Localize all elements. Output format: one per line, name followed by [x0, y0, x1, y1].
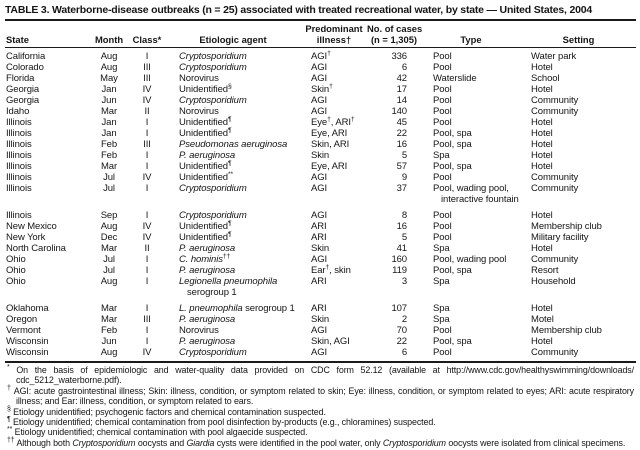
- cell-class: I: [145, 127, 149, 139]
- cell-month: Mar: [100, 302, 118, 314]
- cell-type: Pool: [433, 50, 452, 62]
- cell-month: Sep: [100, 209, 118, 221]
- cell-setting: Community: [531, 94, 579, 106]
- footnote: ** Etiology unidentified; chemical contamination with pool algaecide suspected.: [7, 426, 308, 438]
- cell-cases: 45: [396, 116, 407, 128]
- cell-type: Pool: [433, 61, 452, 73]
- cell-setting: Resort: [531, 264, 559, 276]
- table-row: [5, 265, 636, 276]
- cell-state: Illinois: [6, 171, 32, 183]
- cell-type: Spa: [433, 313, 450, 325]
- cell-illness: Skin: [311, 149, 330, 161]
- cell-class: III: [143, 72, 151, 84]
- table-row: [5, 325, 636, 336]
- cell-agent: Norovirus: [179, 105, 219, 117]
- cell-illness: AGI: [311, 324, 328, 336]
- cell-cases: 160: [391, 253, 407, 265]
- cell-illness: AGI: [311, 171, 328, 183]
- cell-agent: Norovirus: [179, 324, 219, 336]
- cell-state: Colorado: [6, 61, 44, 73]
- cell-agent: Unidentified§: [179, 82, 232, 95]
- cell-setting: Membership club: [531, 220, 602, 232]
- table-row: [5, 117, 636, 128]
- header-spacer: [5, 21, 301, 35]
- cell-agent: Cryptosporidium: [179, 182, 247, 194]
- cell-class: IV: [142, 346, 152, 358]
- cell-setting: Hotel: [531, 242, 553, 254]
- table-row: [5, 183, 636, 205]
- cell-illness: Skin, ARI: [311, 138, 350, 150]
- table-row: [5, 276, 636, 298]
- cell-agent: P. aeruginosa: [179, 313, 236, 325]
- cell-class: I: [145, 116, 149, 128]
- cell-type: Spa: [433, 149, 450, 161]
- cell-agent: C. hominis††: [179, 252, 231, 265]
- cell-type: Spa: [433, 302, 450, 314]
- cell-class: I: [145, 302, 149, 314]
- cell-class: IV: [142, 171, 152, 183]
- footnote: * On the basis of epidemiologic and water-quality data provided on CDC form 52.12 (available at http://www.cdc.gov/healthyswimming/downloads/cdc_5212_waterborne.pdf).: [7, 364, 634, 386]
- cell-state: Wisconsin: [6, 346, 49, 358]
- cell-cases: 140: [391, 105, 407, 117]
- cell-setting: Motel: [531, 313, 554, 325]
- cell-cases: 37: [396, 182, 407, 194]
- header-class: Class*: [129, 35, 165, 48]
- cell-setting: Hotel: [531, 138, 553, 150]
- cell-cases: 14: [396, 94, 407, 106]
- cell-class: III: [143, 313, 151, 325]
- cell-state: Illinois: [6, 149, 32, 161]
- header-row-bottom: [5, 35, 636, 48]
- cell-type: Pool, wading pool, interactive fountain: [433, 182, 519, 205]
- cell-type: Pool: [433, 94, 452, 106]
- cell-setting: Water park: [531, 50, 577, 62]
- cell-agent: Legionella pneumophila serogroup 1: [179, 275, 278, 298]
- cell-state: Oregon: [6, 313, 38, 325]
- header-illness-line2: illness†: [301, 35, 367, 48]
- table-row: [5, 95, 636, 106]
- cell-type: Pool: [433, 83, 452, 95]
- cell-class: II: [144, 105, 150, 117]
- cell-cases: 42: [396, 72, 407, 84]
- cell-class: IV: [142, 83, 152, 95]
- table-row: [5, 73, 636, 84]
- cell-state: Ohio: [6, 264, 26, 276]
- cell-setting: Community: [531, 105, 579, 117]
- cell-setting: Community: [531, 346, 579, 358]
- table-row: [5, 347, 636, 358]
- cell-setting: Hotel: [531, 83, 553, 95]
- cell-state: Illinois: [6, 138, 32, 150]
- cell-illness: ARI: [311, 220, 327, 232]
- cell-setting: Community: [531, 253, 579, 265]
- header-spacer: [421, 21, 636, 35]
- cell-class: IV: [142, 231, 152, 243]
- cell-agent: P. aeruginosa: [179, 149, 236, 161]
- cell-state: Ohio: [6, 253, 26, 265]
- cell-type: Pool: [433, 116, 452, 128]
- table-row: [5, 150, 636, 161]
- cell-state: Wisconsin: [6, 335, 49, 347]
- header-cases-line1: No. of cases: [367, 23, 423, 34]
- header-agent: Etiologic agent: [165, 35, 301, 48]
- cell-agent: Norovirus: [179, 72, 219, 84]
- cell-cases: 2: [401, 313, 407, 325]
- cell-setting: Community: [531, 182, 579, 194]
- outbreaks-table: [5, 21, 636, 358]
- cell-setting: Hotel: [531, 160, 553, 172]
- cell-illness: Skin, AGI: [311, 335, 350, 347]
- footnote: †† Although both Cryptosporidium oocysts and Giardia cysts were identified in the pool water, only Cryptosporidium oocysts were isolated from clinical specimens.: [7, 436, 626, 448]
- cell-state: Illinois: [6, 116, 32, 128]
- cell-class: I: [145, 253, 149, 265]
- cell-illness: Eye, ARI: [311, 160, 348, 172]
- cell-illness: AGI: [311, 61, 328, 73]
- cell-month: Aug: [100, 275, 118, 287]
- cell-state: Georgia: [6, 94, 40, 106]
- cell-illness: AGI: [311, 94, 328, 106]
- cell-state: Illinois: [6, 160, 32, 172]
- cell-month: Jul: [103, 182, 115, 194]
- cell-illness: Skin: [311, 242, 330, 254]
- cell-state: Idaho: [6, 105, 30, 117]
- header-month: Month: [89, 35, 129, 48]
- cell-cases: 5: [401, 231, 407, 243]
- cell-class: I: [145, 275, 149, 287]
- cell-type: Pool: [433, 231, 452, 243]
- cell-type: Pool, spa: [433, 138, 472, 150]
- table-row: [5, 172, 636, 183]
- table-row: [5, 298, 636, 314]
- cell-class: IV: [142, 220, 152, 232]
- cell-agent: Cryptosporidium: [179, 50, 247, 62]
- cell-month: Jan: [101, 83, 117, 95]
- cell-state: New Mexico: [6, 220, 57, 232]
- header-cases-line2: (n = 1,305): [367, 35, 421, 48]
- cell-month: May: [100, 72, 118, 84]
- table-row: [5, 106, 636, 117]
- cell-month: Mar: [100, 160, 118, 172]
- cell-month: Jan: [101, 127, 117, 139]
- cell-state: Vermont: [6, 324, 41, 336]
- cell-class: III: [143, 61, 151, 73]
- cell-setting: Membership club: [531, 324, 602, 336]
- cell-cases: 6: [401, 346, 407, 358]
- table-header: [5, 21, 636, 48]
- cell-state: Ohio: [6, 275, 26, 287]
- cell-cases: 57: [396, 160, 407, 172]
- cell-cases: 6: [401, 61, 407, 73]
- cell-illness: ARI: [311, 275, 327, 287]
- table-row: [5, 205, 636, 221]
- table-row: [5, 161, 636, 172]
- cell-agent: L. pneumophila serogroup 1: [179, 302, 295, 314]
- cell-agent: Cryptosporidium: [179, 346, 247, 358]
- cell-month: Mar: [100, 242, 118, 254]
- header-illness-line1: Predominant: [305, 23, 363, 34]
- footnotes: [5, 363, 636, 449]
- table-row: [5, 314, 636, 325]
- cell-cases: 22: [396, 335, 407, 347]
- header-row-top: [5, 21, 636, 35]
- cell-state: New York: [6, 231, 46, 243]
- cell-month: Mar: [100, 105, 118, 117]
- cell-cases: 17: [396, 83, 407, 95]
- cell-setting: Hotel: [531, 335, 553, 347]
- cell-class: III: [143, 138, 151, 150]
- cell-month: Jul: [103, 264, 115, 276]
- cell-agent: Cryptosporidium: [179, 209, 247, 221]
- cell-cases: 16: [396, 138, 407, 150]
- cell-illness: AGI: [311, 72, 328, 84]
- cell-month: Mar: [100, 313, 118, 325]
- cell-state: California: [6, 50, 46, 62]
- header-state: State: [5, 35, 89, 48]
- cell-type: Pool: [433, 171, 452, 183]
- cell-illness: Skin: [311, 313, 330, 325]
- cell-type: Spa: [433, 275, 450, 287]
- cell-class: I: [145, 160, 149, 172]
- cell-type: Pool: [433, 209, 452, 221]
- cell-setting: School: [531, 72, 560, 84]
- cell-cases: 8: [401, 209, 407, 221]
- cell-type: Waterslide: [433, 72, 477, 84]
- cell-month: Feb: [100, 138, 118, 150]
- cell-month: Feb: [100, 149, 118, 161]
- table-row: [5, 221, 636, 232]
- cell-type: Spa: [433, 242, 450, 254]
- cell-illness: ARI: [311, 231, 327, 243]
- table-row: [5, 128, 636, 139]
- cell-illness: AGI†: [311, 49, 331, 62]
- cell-illness: AGI: [311, 105, 328, 117]
- header-type: Type: [421, 35, 521, 48]
- cell-agent: Unidentified¶: [179, 159, 232, 172]
- cell-state: Georgia: [6, 83, 40, 95]
- cell-agent: Pseudomonas aeruginosa: [179, 138, 288, 150]
- cell-setting: Household: [531, 275, 576, 287]
- cell-setting: Hotel: [531, 302, 553, 314]
- cell-month: Aug: [100, 50, 118, 62]
- cell-cases: 70: [396, 324, 407, 336]
- footnote: ¶ Etiology unidentified; chemical contamination from pool disinfection by-products (e.g., chloramines) suspected.: [7, 416, 436, 428]
- cell-cases: 22: [396, 127, 407, 139]
- cell-cases: 41: [396, 242, 407, 254]
- cell-state: Florida: [6, 72, 35, 84]
- table-row: [5, 62, 636, 73]
- cell-agent: Unidentified¶: [179, 126, 232, 139]
- cell-month: Aug: [100, 220, 118, 232]
- cell-type: Pool, spa: [433, 160, 472, 172]
- cell-agent: Unidentified¶: [179, 115, 232, 128]
- cell-agent: Cryptosporidium: [179, 94, 247, 106]
- cell-setting: Hotel: [531, 149, 553, 161]
- cell-type: Pool: [433, 346, 452, 358]
- cell-illness: Eye†, ARI†: [311, 115, 355, 128]
- cell-class: I: [145, 149, 149, 161]
- cell-cases: 119: [392, 264, 407, 276]
- cell-state: Illinois: [6, 209, 32, 221]
- cell-class: I: [145, 335, 149, 347]
- cell-setting: Community: [531, 171, 579, 183]
- cell-cases: 9: [401, 171, 407, 183]
- cell-class: I: [145, 264, 149, 276]
- cell-class: I: [145, 209, 149, 221]
- cell-month: Jun: [101, 94, 117, 106]
- cell-setting: Military facility: [531, 231, 589, 243]
- cell-setting: Hotel: [531, 209, 553, 221]
- cell-cases: 16: [396, 220, 407, 232]
- cell-cases: 5: [401, 149, 407, 161]
- cell-setting: Hotel: [531, 61, 553, 73]
- cell-month: Jun: [101, 335, 117, 347]
- cell-month: Aug: [100, 346, 118, 358]
- table-row: [5, 48, 636, 62]
- table-row: [5, 243, 636, 254]
- cell-month: Jul: [103, 253, 115, 265]
- table-row: [5, 254, 636, 265]
- cell-class: I: [145, 182, 149, 194]
- cell-agent: Unidentified¶: [179, 219, 232, 232]
- cell-type: Pool: [433, 220, 452, 232]
- cell-cases: 336: [391, 50, 407, 62]
- cell-illness: AGI: [311, 253, 328, 265]
- cell-illness: ARI: [311, 302, 327, 314]
- cell-agent: P. aeruginosa: [179, 242, 236, 254]
- footnote: § Etiology unidentified; psychogenic factors and chemical contamination suspected.: [7, 405, 326, 417]
- cell-agent: Cryptosporidium: [179, 61, 247, 73]
- cell-state: Illinois: [6, 127, 32, 139]
- cell-illness: Skin†: [311, 82, 333, 95]
- cell-class: II: [144, 242, 150, 254]
- cell-setting: Hotel: [531, 127, 553, 139]
- cell-illness: AGI: [311, 346, 328, 358]
- cell-month: Aug: [100, 61, 118, 73]
- cell-type: Pool, spa: [433, 264, 472, 276]
- table-row: [5, 232, 636, 243]
- table-row: [5, 336, 636, 347]
- cell-month: Feb: [100, 324, 118, 336]
- cell-illness: Eye, ARI: [311, 127, 348, 139]
- footnote: † AGI: acute gastrointestinal illness; Skin: illness, condition, or symptom related to skin; Eye: illness, condition, or symptom related to eyes; ARI: acute respiratory illness; and Ear: illness, condition, or symptom related to ears.: [7, 384, 634, 407]
- cell-illness: AGI: [311, 182, 328, 194]
- table-title: TABLE 3. Waterborne-disease outbreaks (n = 25) associated with treated recreational water, by state — United States, 2004: [5, 4, 593, 16]
- cell-setting: Hotel: [531, 116, 553, 128]
- cell-class: I: [145, 50, 149, 62]
- cell-type: Pool: [433, 105, 452, 117]
- cell-month: Jan: [101, 116, 117, 128]
- table-row: [5, 139, 636, 150]
- cell-type: Pool, wading pool: [433, 253, 507, 265]
- cell-state: North Carolina: [6, 242, 66, 254]
- cell-illness: AGI: [311, 209, 328, 221]
- cell-agent: P. aeruginosa: [179, 335, 236, 347]
- cell-type: Pool: [433, 324, 452, 336]
- cell-cases: 3: [401, 275, 407, 287]
- cell-illness: Ear†, skin: [311, 263, 351, 276]
- cell-agent: Unidentified¶: [179, 230, 232, 243]
- cell-class: IV: [142, 94, 152, 106]
- cell-agent: Unidentified**: [179, 170, 234, 183]
- cell-agent: P. aeruginosa: [179, 264, 236, 276]
- cell-class: I: [145, 324, 149, 336]
- cell-type: Pool, spa: [433, 335, 472, 347]
- cell-month: Dec: [100, 231, 118, 243]
- cell-state: Illinois: [6, 182, 32, 194]
- table-body: [5, 48, 636, 358]
- cell-state: Oklahoma: [6, 302, 49, 314]
- table-row: [5, 84, 636, 95]
- cell-type: Pool, spa: [433, 127, 472, 139]
- cell-month: Jul: [103, 171, 115, 183]
- header-setting: Setting: [521, 35, 636, 48]
- cell-cases: 107: [391, 302, 407, 314]
